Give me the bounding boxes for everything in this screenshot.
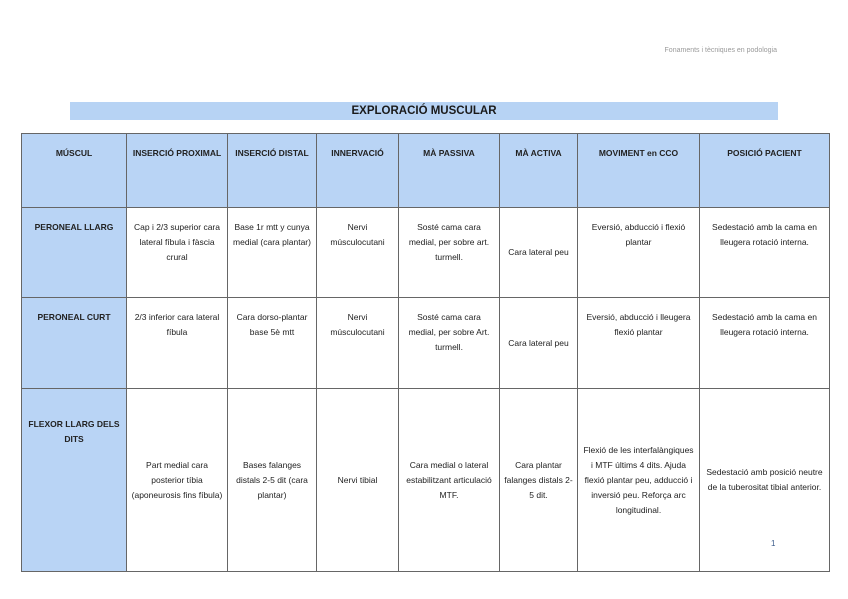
muscle-exploration-table xyxy=(21,133,830,572)
page-title: EXPLORACIÓ MUSCULAR xyxy=(70,102,778,120)
cell-innervation: Nervi músculocutani xyxy=(317,208,399,298)
cell-position: Sedestació amb posició neutre de la tuberositat tibial anterior. xyxy=(700,389,830,572)
cell-passive: Sosté cama cara medial, per sobre Art. turmell. xyxy=(399,298,500,389)
table-row xyxy=(22,389,830,572)
column-header-distal: INSERCIÓ DISTAL xyxy=(228,134,317,208)
column-header-proximal: INSERCIÓ PROXIMAL xyxy=(127,134,228,208)
cell-passive: Cara medial o lateral estabilitzant articulació MTF. xyxy=(399,389,500,572)
cell-active: Cara plantar falanges distals 2-5 dit. xyxy=(500,389,578,572)
cell-movement: Flexió de les interfalàngiques i MTF últims 4 dits. Ajuda flexió plantar peu, adducció i inversió peu. Reforça arc longitudinal. xyxy=(578,389,700,572)
cell-distal: Base 1r mtt y cunya medial (cara plantar) xyxy=(228,208,317,298)
cell-active: Cara lateral peu xyxy=(500,208,578,298)
cell-muscle: PERONEAL CURT xyxy=(22,298,127,389)
column-header-muscle: MÚSCUL xyxy=(22,134,127,208)
cell-position: Sedestació amb la cama en lleugera rotació interna. xyxy=(700,298,830,389)
column-header-innervation: INNERVACIÓ xyxy=(317,134,399,208)
cell-proximal: Part medial cara posterior tíbia (aponeurosis fins fíbula) xyxy=(127,389,228,572)
header-note: Fonaments i tècniques en podologia xyxy=(664,47,777,54)
cell-distal: Bases falanges distals 2-5 dit (cara plantar) xyxy=(228,389,317,572)
column-header-active: MÀ ACTIVA xyxy=(500,134,578,208)
column-header-movement: MOVIMENT en CCO xyxy=(578,134,700,208)
cell-movement: Eversió, abducció i lleugera flexió plantar xyxy=(578,298,700,389)
cell-muscle: PERONEAL LLARG xyxy=(22,208,127,298)
cell-muscle: FLEXOR LLARG DELS DITS xyxy=(22,389,127,572)
cell-movement: Eversió, abducció i flexió plantar xyxy=(578,208,700,298)
cell-proximal: 2/3 inferior cara lateral fíbula xyxy=(127,298,228,389)
cell-innervation: Nervi músculocutani xyxy=(317,298,399,389)
cell-proximal: Cap i 2/3 superior cara lateral fíbula i fàscia crural xyxy=(127,208,228,298)
table-row xyxy=(22,208,830,298)
table-header-row xyxy=(22,134,830,208)
page-number: 1 xyxy=(771,539,776,548)
cell-position: Sedestació amb la cama en lleugera rotació interna. xyxy=(700,208,830,298)
column-header-position: POSICIÓ PACIENT xyxy=(700,134,830,208)
cell-innervation: Nervi tibial xyxy=(317,389,399,572)
column-header-passive: MÀ PASSIVA xyxy=(399,134,500,208)
cell-distal: Cara dorso-plantar base 5è mtt xyxy=(228,298,317,389)
table-row xyxy=(22,298,830,389)
cell-active: Cara lateral peu xyxy=(500,298,578,389)
cell-passive: Sosté cama cara medial, per sobre art. turmell. xyxy=(399,208,500,298)
